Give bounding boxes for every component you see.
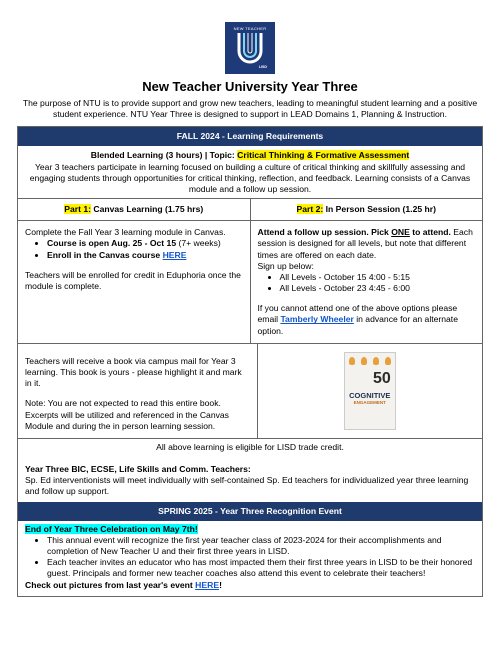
blended-learning	[18, 146, 482, 198]
trade-credit: All above learning is eligible for LISD trade credit.	[18, 438, 482, 456]
logo-org: LISD	[258, 65, 267, 70]
book-cover-title: COGNITIVE	[349, 390, 391, 400]
logo-top-text: NEW TEACHER	[233, 26, 267, 31]
alternate-text: If you cannot attend one of the above options please email	[257, 303, 458, 325]
attend-text-end: to attend.	[409, 227, 451, 238]
part2-body	[251, 221, 483, 343]
book-text	[18, 344, 257, 438]
session-list	[258, 272, 476, 294]
list-item	[47, 250, 243, 261]
topic-highlight: Critical Thinking & Formative Assessment	[237, 150, 410, 161]
book-cover-number: 50	[372, 369, 391, 387]
part2-lead	[258, 227, 476, 261]
book-cover-image	[344, 352, 396, 430]
enroll-text: Enroll in the Canvas course	[47, 249, 163, 260]
pictures-end: !	[219, 579, 222, 590]
pictures-link[interactable]: HERE	[195, 579, 220, 590]
u-letter-icon	[235, 31, 265, 65]
logo-container	[0, 0, 500, 74]
part1-body	[18, 221, 250, 298]
spring-list	[25, 535, 475, 580]
blended-label: Blended Learning (3 hours) | Topic:	[90, 150, 238, 161]
part1-header	[18, 199, 250, 221]
tamberly-wheeler-link[interactable]: Tamberly Wheeler	[280, 314, 354, 325]
signup-label: Sign up below:	[257, 260, 314, 271]
blended-description: Year 3 teachers participate in learning focused on building a culture of critical thinking and skillfully assessing and engaging students through opportunities for critical thinking, reflection, and feedback. Learning consists of a Canvas module and a follow up session.	[29, 161, 471, 194]
attend-text: Attend a follow up session. Pick	[257, 227, 392, 238]
course-open-text: Course is open Aug. 25 - Oct 15	[47, 238, 177, 249]
session-desc: Each session is designed for all levels, but note that different times are offered on each date.	[257, 227, 473, 260]
intro-paragraph: The purpose of NTU is to provide support and grow new teachers, leading to meaningful student learning and a positive student experience. NTU Year Three is designed to support in LEAD Domains 1, Planning & Instruction.	[22, 97, 478, 120]
part1-title: Canvas Learning (1.75 hrs)	[91, 204, 204, 215]
alternate-text-end: in advance for an alternate option.	[257, 314, 458, 336]
book-row	[18, 343, 482, 438]
celebration-highlight: End of Year Three Celebration on May 7th!	[25, 523, 198, 534]
part1-list	[25, 238, 243, 260]
list-item: • All Levels - October 15 4:00 - 5:15	[280, 272, 476, 283]
special-ed-note	[18, 456, 482, 502]
book-note-text: Note: You are not expected to read this entire book. Excerpts will be utilized and referenced in the Canvas Module and during the in person learning session.	[25, 398, 229, 431]
part2-label: Part 2:	[296, 204, 324, 215]
part1-label: Part 1:	[64, 204, 91, 215]
special-ed-title: Year Three BIC, ECSE, Life Skills and Comm. Teachers:	[25, 464, 251, 475]
pictures-line	[25, 580, 475, 591]
book-receive-text: Teachers will receive a book via campus mail for Year 3 learning. This book is yours - please highlight it and mark in it.	[25, 355, 242, 389]
lightbulb-icons	[349, 357, 391, 367]
part2-title: In Person Session (1.25 hr)	[323, 204, 436, 215]
spring-header: SPRING 2025 - Year Three Recognition Event	[18, 502, 482, 521]
part1-column	[18, 199, 250, 343]
fall-section	[17, 126, 483, 597]
fall-header: FALL 2024 - Learning Requirements	[18, 127, 482, 146]
special-ed-text: Sp. Ed interventionists will meet individually with self-contained Sp. Ed teachers for individualized year three learning and follow up support.	[25, 475, 469, 497]
page-title: New Teacher University Year Three	[142, 79, 358, 94]
part2-header	[251, 199, 483, 221]
list-item: • Each teacher invites an educator who has most impacted them their first three years in LISD to be their honored guest. Principals and former new teacher coaches also attend this event to celebrate their teachers!	[47, 557, 475, 579]
alternate-option	[258, 303, 476, 337]
ntu-logo	[225, 22, 275, 74]
course-weeks: (7+ weeks)	[176, 238, 221, 249]
list-item: • All Levels - October 23 4:45 - 6:00	[280, 283, 476, 294]
list-item: • This annual event will recognize the first year teacher class of 2023-2024 for their accomplishments and completion of New Teacher U and their first three years in LISD.	[47, 535, 475, 557]
list-item	[47, 238, 243, 249]
parts-columns	[18, 198, 482, 343]
pick-one: ONE	[391, 227, 410, 238]
book-image-cell	[257, 344, 483, 438]
spring-body	[18, 521, 482, 596]
part1-intro: Complete the Fall Year 3 learning module in Canvas.	[25, 227, 226, 238]
pictures-text: Check out pictures from last year's event	[25, 579, 196, 590]
part2-column	[250, 199, 483, 343]
book-cover-subtitle: ENGAGEMENT	[353, 399, 386, 405]
enroll-canvas-link[interactable]: HERE	[162, 249, 187, 260]
part1-footer: Teachers will be enrolled for credit in Eduphoria once the module is complete.	[25, 269, 241, 291]
